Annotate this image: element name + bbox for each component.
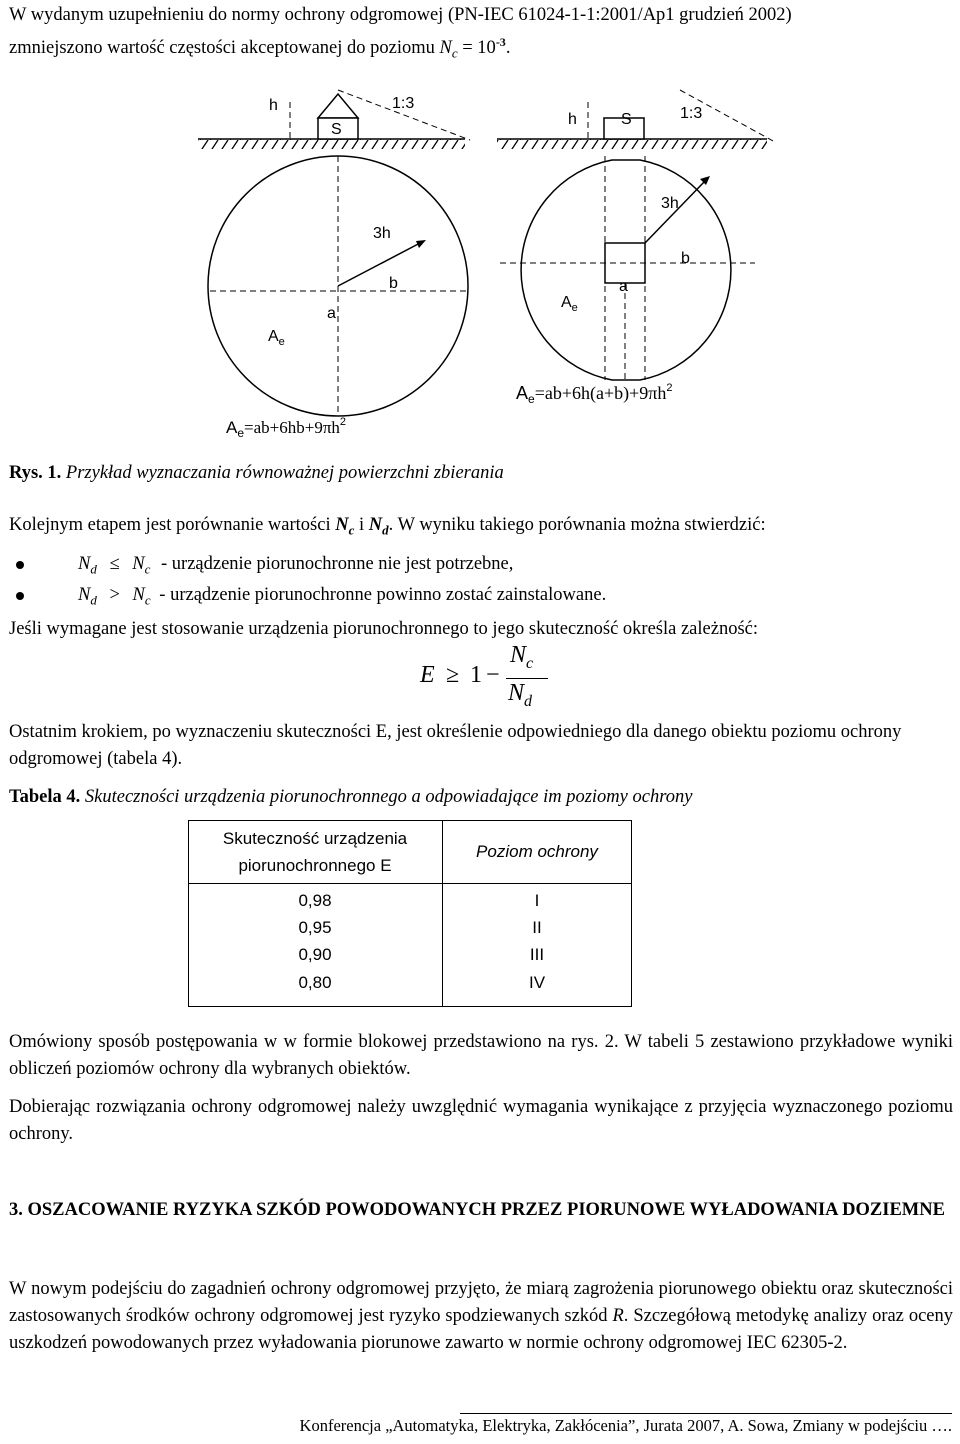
- left-S-label: S: [331, 121, 342, 138]
- formula-E: E: [420, 662, 435, 688]
- footer-rule: [460, 1413, 952, 1414]
- table-cell-e: 0,95: [298, 918, 332, 937]
- left-h-label: h: [269, 97, 278, 114]
- table-caption: [9, 784, 692, 811]
- formula-numerator: $N_c$: [510, 642, 534, 672]
- after-formula-paragraph: Ostatnim krokiem, po wyznaczeniu skuteczności E, jest określenie odpowiedniego dla danego obiektu poziomu ochrony odgromowej (tabela 4).: [9, 722, 902, 769]
- figure-caption-text: Przykład wyznaczania równoważnej powierzchni zbierania: [65, 463, 504, 483]
- table-cell-level: II: [532, 918, 542, 937]
- table-cell-e: 0,90: [298, 945, 332, 964]
- bullet-item-2: $N_d > N_c$ - urządzenie piorunochronne powinno zostać zainstalowane.: [78, 585, 607, 608]
- table-caption-text: Skuteczności urządzenia piorunochronnego a odpowiadające im poziomy ochrony: [84, 787, 693, 807]
- table-header-divider: [188, 883, 632, 884]
- section-3-title: OSZACOWANIE RYZYKA SZKÓD POWODOWANYCH PRZEZ PIORUNOWE WYŁADOWANIA DOZIEMNE: [27, 1200, 945, 1220]
- block-diagram-paragraph: Omówiony sposób postępowania w w formie blokowej przedstawiono na rys. 2. W tabeli 5 zestawiono przykładowe wyniki obliczeń poziomów ochrony dla wybranych obiektów.: [9, 1032, 953, 1079]
- figure-caption-label: Rys. 1.: [9, 463, 62, 483]
- intro-line2: zmniejszono wartość częstości akceptowanej do poziomu $N_c = 10^{-3}$.: [9, 35, 511, 61]
- right-slope-label: 1:3: [680, 105, 703, 122]
- bullet-dot: [16, 561, 24, 569]
- left-Ae-label: $A_e$: [268, 328, 285, 348]
- right-diagram: [497, 90, 775, 406]
- right-h-label: h: [568, 111, 577, 128]
- formula-geq: ≥: [446, 662, 460, 688]
- intro-paragraph: [9, 2, 953, 67]
- table-cell-e: 0,80: [298, 973, 332, 992]
- table-cell-level: III: [529, 945, 545, 964]
- table-cell-e: 0,98: [298, 891, 332, 910]
- left-diagram: [198, 90, 470, 440]
- right-a-label: a: [619, 278, 628, 295]
- selection-paragraph: Dobierając rozwiązania ochrony odgromowej należy uwzględnić wymagania wynikające z przyjęcia wyznaczonego poziomu ochrony.: [9, 1097, 953, 1144]
- right-area-formula: $A_e=ab+6h(a+b)+9\pi h^2$: [516, 382, 673, 406]
- section-3-number: 3.: [9, 1200, 23, 1220]
- page-footer: Konferencja „Automatyka, Elektryka, Zakłócenia”, Jurata 2007, A. Sowa, Zmiany w podejściu ….: [299, 1416, 952, 1435]
- table-caption-label: Tabela 4.: [9, 787, 81, 807]
- effectiveness-formula: [420, 642, 600, 712]
- intro-line1: W wydanym uzupełnieniu do normy ochrony odgromowej (PN-IEC 61024-1-1:2001/Ap1 grudzień 2002): [9, 5, 792, 25]
- table-header-level: Poziom ochrony: [476, 842, 598, 861]
- left-a-label: a: [327, 305, 336, 322]
- table-header-effectiveness: Skuteczność urządzenia piorunochronnego E: [222, 829, 408, 875]
- formula-denominator: $N_d$: [508, 680, 533, 710]
- formula-one: 1: [470, 662, 482, 688]
- bullet-dot: [16, 592, 24, 600]
- table-cell-level: IV: [528, 973, 546, 992]
- figure-caption: [9, 460, 504, 487]
- risk-paragraph: W nowym podejściu do zagadnień ochrony odgromowej przyjęto, że miarą zagrożenia piorunowego obiektu oraz skuteczności zastosowanych środków ochrony odgromowej jest ryzyko spodziewanych szkód R. Szczegółową metodykę analizy oraz oceny uszkodzeń powodowanych przez wyładowania piorunowe zawarto w normie ochrony odgromowej IEC 62305-2.: [9, 1279, 953, 1353]
- effectiveness-intro: Jeśli wymagane jest stosowanie urządzenia piorunochronnego to jego skuteczność określa zależność:: [9, 619, 758, 639]
- bullet-item-1: $N_d \le N_c$ - urządzenie piorunochronne nie jest potrzebne,: [78, 554, 514, 577]
- table-cell-level: I: [534, 891, 540, 910]
- comparison-paragraph: Kolejnym etapem jest porównanie wartości $N_c$ i $N_d$. W wyniku takiego porównania można stwierdzić:: [9, 515, 766, 538]
- left-slope-label: 1:3: [392, 95, 415, 112]
- right-r-label: 3h: [661, 195, 679, 212]
- left-area-formula: $A_e=ab+6hb+9\pi h^2$: [226, 416, 347, 440]
- section-3-heading: [9, 1197, 953, 1224]
- right-b-label: b: [681, 250, 690, 267]
- formula-fraction-bar: [506, 678, 548, 679]
- formula-minus: −: [486, 662, 500, 688]
- left-b-label: b: [389, 275, 398, 292]
- right-Ae-label: $A_e$: [561, 294, 578, 314]
- figure-equivalent-area: [0, 80, 960, 440]
- right-S-label: S: [621, 111, 632, 128]
- left-r-label: 3h: [373, 225, 391, 242]
